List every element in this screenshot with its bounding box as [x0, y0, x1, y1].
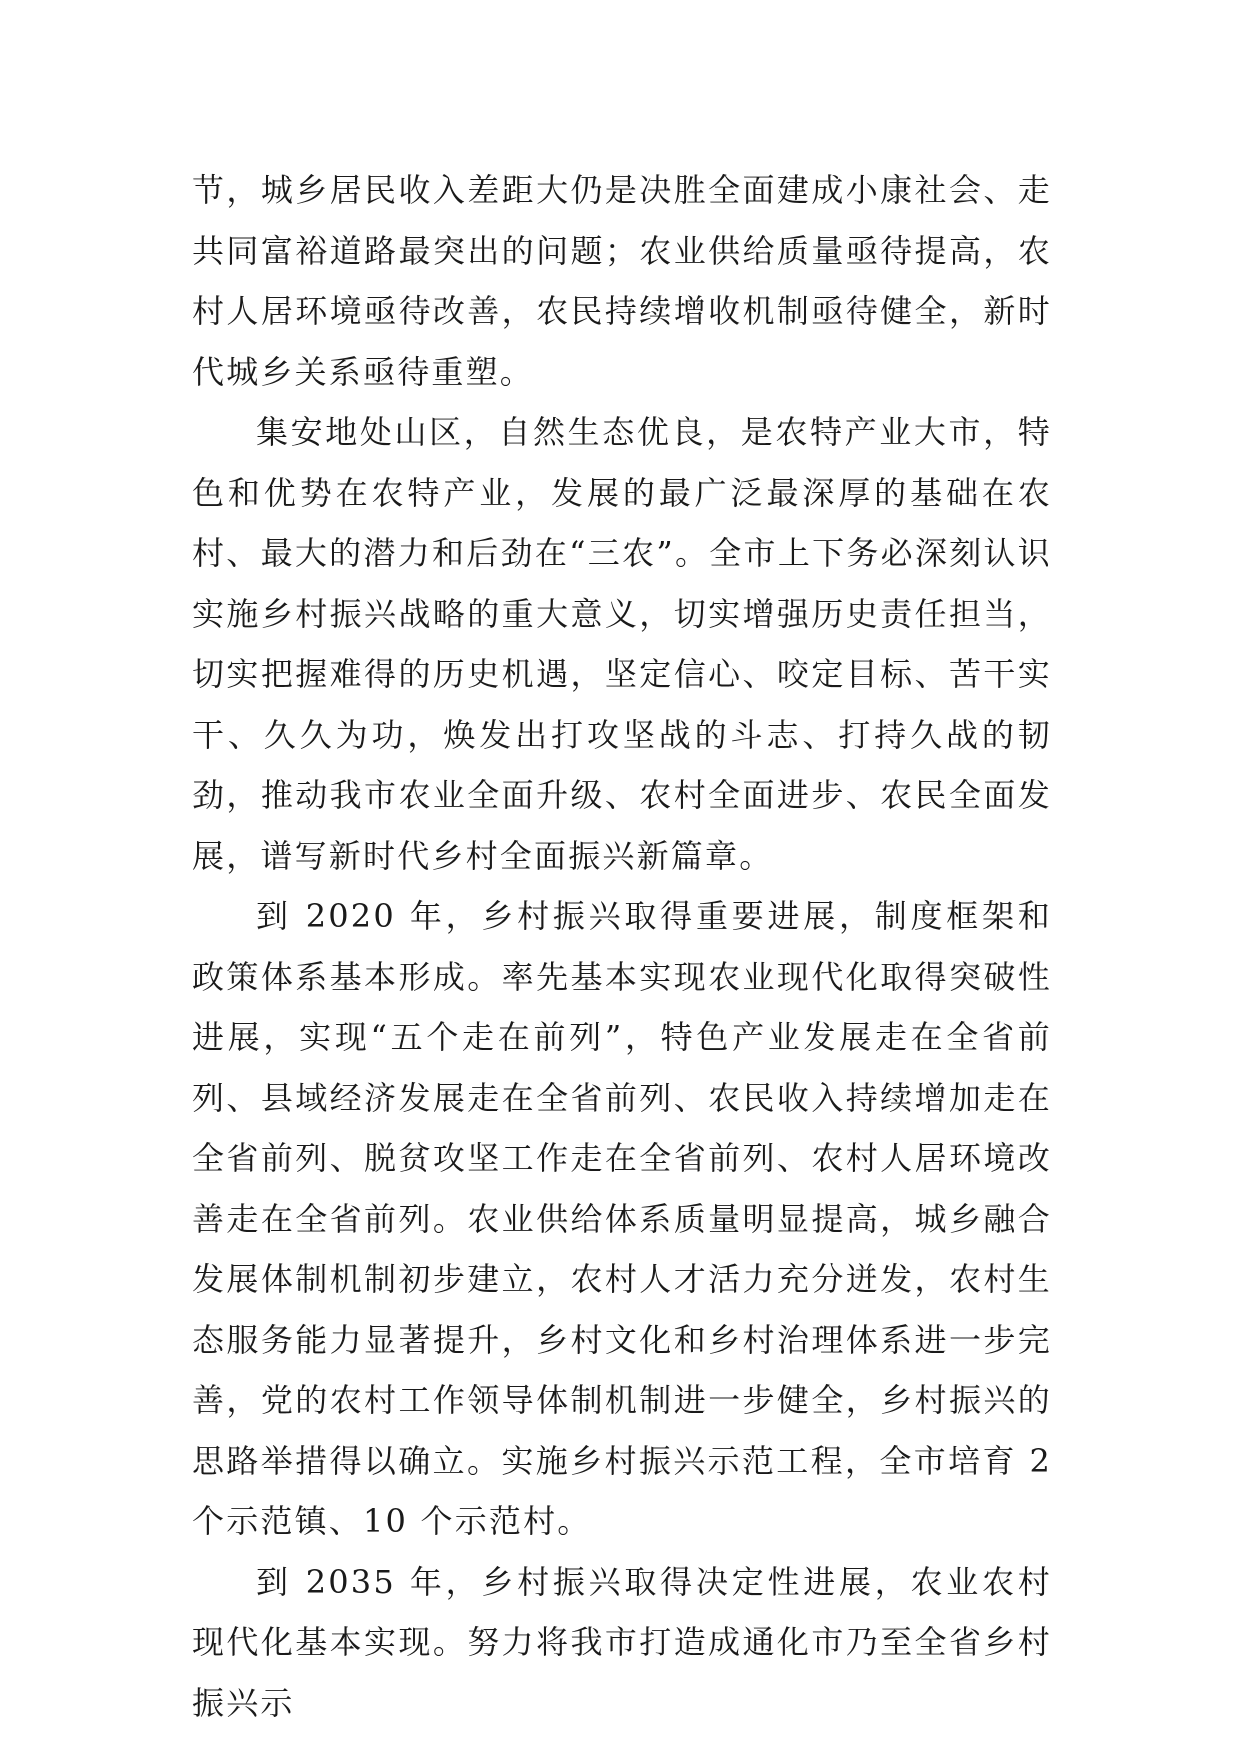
- paragraph-3: 到 2020 年，乡村振兴取得重要进展，制度框架和政策体系基本形成。率先基本实现农业现代化取得突破性进展，实现“五个走在前列”，特色产业发展走在全省前列、县域经济发展走在全省前列、农民收入持续增加走在全省前列、脱贫攻坚工作走在全省前列、农村人居环境改善走在全省前列。农业供给体系质量明显提高，城乡融合发展体制机制初步建立，农村人才活力充分迸发，农村生态服务能力显著提升，乡村文化和乡村治理体系进一步完善，党的农村工作领导体制机制进一步健全，乡村振兴的思路举措得以确立。实施乡村振兴示范工程，全市培育 2 个示范镇、10 个示范村。: [192, 897, 1052, 1540]
- body-text: [192, 160, 1052, 1733]
- paragraph-2: 集安地处山区，自然生态优良，是农特产业大市，特色和优势在农特产业，发展的最广泛最深厚的基础在农村、最大的潜力和后劲在“三农”。全市上下务必深刻认识实施乡村振兴战略的重大意义，切实增强历史责任担当，切实把握难得的历史机遇，坚定信心、咬定目标、苦干实干、久久为功，焕发出打攻坚战的斗志、打持久战的韧劲，推动我市农业全面升级、农村全面进步、农民全面发展，谱写新时代乡村全面振兴新篇章。: [192, 413, 1052, 875]
- paragraph-1: 节，城乡居民收入差距大仍是决胜全面建成小康社会、走共同富裕道路最突出的问题；农业供给质量亟待提高，农村人居环境亟待改善，农民持续增收机制亟待健全，新时代城乡关系亟待重塑。: [192, 171, 1052, 391]
- paragraph-4: 到 2035 年，乡村振兴取得决定性进展，农业农村现代化基本实现。努力将我市打造成通化市乃至全省乡村振兴示: [192, 1562, 1052, 1722]
